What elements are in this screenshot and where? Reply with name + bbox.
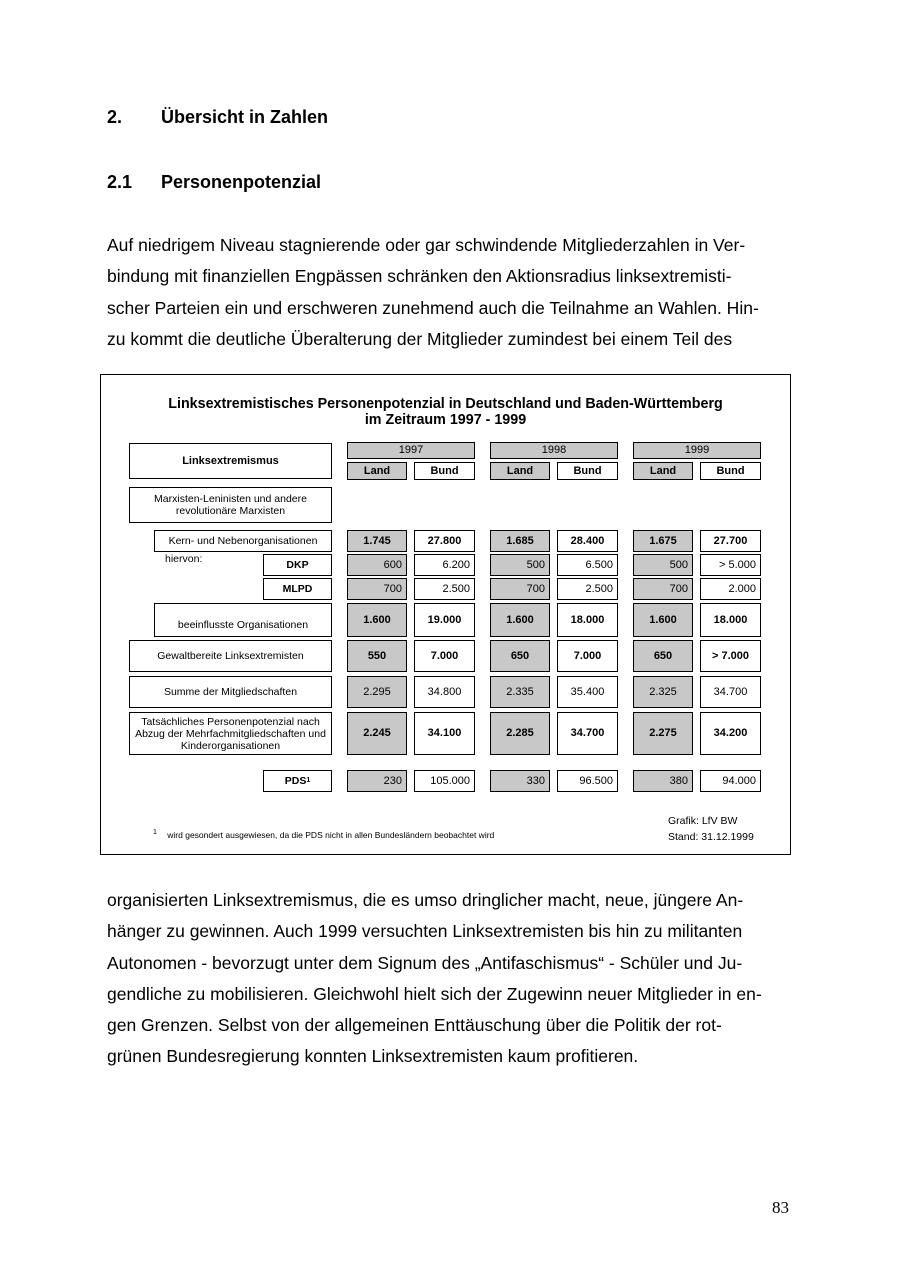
data-cell: 7.000 xyxy=(557,640,618,672)
paragraph-line: Auf niedrigem Niveau stagnierende oder gar schwindende Mitgliederzahlen in Ver- xyxy=(107,235,746,255)
subsection-title: Personenpotenzial xyxy=(161,172,322,192)
row-label-pds: PDS 1 xyxy=(263,770,332,792)
col-header-bund: Bund xyxy=(557,462,618,480)
data-cell: 650 xyxy=(490,640,550,672)
row-label-kern: Kern- und Nebenorganisationen xyxy=(154,530,332,552)
data-cell: 500 xyxy=(490,554,550,576)
row-label-beeinflusste: beeinflusste Organisationen xyxy=(154,603,332,637)
data-cell: > 5.000 xyxy=(700,554,761,576)
data-cell: 1.600 xyxy=(633,603,693,637)
data-cell: 1.600 xyxy=(490,603,550,637)
data-cell: 34.200 xyxy=(700,712,761,755)
figure-title-line-2: im Zeitraum 1997 - 1999 xyxy=(364,412,527,428)
hiervon-label: hiervon: xyxy=(165,553,203,565)
data-cell: 700 xyxy=(347,578,407,600)
paragraph-1 xyxy=(107,230,797,355)
data-cell: 700 xyxy=(490,578,550,600)
data-cell: 2.275 xyxy=(633,712,693,755)
data-cell: 19.000 xyxy=(414,603,475,637)
year-header-1997: 1997 xyxy=(347,442,475,459)
data-cell: 1.685 xyxy=(490,530,550,552)
data-cell: 34.100 xyxy=(414,712,475,755)
data-cell: 96.500 xyxy=(557,770,618,792)
data-cell: 550 xyxy=(347,640,407,672)
paragraph-line: scher Parteien ein und erschweren zunehmend auch die Teilnahme an Wahlen. Hin- xyxy=(107,297,759,318)
data-cell: 2.500 xyxy=(557,578,618,600)
data-cell: 18.000 xyxy=(700,603,761,637)
footnote-mark: 1 xyxy=(153,829,157,837)
data-cell: 6.500 xyxy=(557,554,618,576)
paragraph-line: gen Grenzen. Selbst von der allgemeinen Enttäuschung über die Politik der rot- xyxy=(107,1015,722,1036)
row-label-summe: Summe der Mitgliedschaften xyxy=(129,676,332,708)
data-cell: 34.700 xyxy=(700,676,761,708)
data-cell: 105.000 xyxy=(414,770,475,792)
paragraph-line: grünen Bundesregierung konnten Linksextremisten kaum profitieren. xyxy=(107,1046,639,1067)
statistics-figure xyxy=(100,374,791,855)
page-number: 83 xyxy=(772,1198,789,1217)
paragraph-2 xyxy=(107,885,797,1073)
col-header-land: Land xyxy=(347,462,407,480)
data-cell: 1.600 xyxy=(347,603,407,637)
data-cell: 330 xyxy=(490,770,550,792)
pds-label-text: PDS xyxy=(284,774,307,787)
paragraph-line: organisierten Linksextremismus, die es umso dringlicher macht, neue, jüngere An- xyxy=(107,890,744,910)
data-cell: 1.745 xyxy=(347,530,407,552)
data-cell: 2.000 xyxy=(700,578,761,600)
data-cell: 2.245 xyxy=(347,712,407,755)
data-cell: 35.400 xyxy=(557,676,618,708)
data-cell: 18.000 xyxy=(557,603,618,637)
col-header-land: Land xyxy=(633,462,693,480)
data-cell: 2.500 xyxy=(414,578,475,600)
col-header-bund: Bund xyxy=(700,462,761,480)
credit-line-2: Stand: 31.12.1999 xyxy=(668,831,754,843)
footnote xyxy=(153,830,494,840)
subsection-number: 2.1 xyxy=(107,172,133,192)
row-label-mlpd: MLPD xyxy=(263,578,332,600)
credit-line-1: Grafik: LfV BW xyxy=(668,815,738,827)
paragraph-line: hänger zu gewinnen. Auch 1999 versuchten Linksextremisten bis hin zu militanten xyxy=(107,921,743,942)
data-cell: 28.400 xyxy=(557,530,618,552)
col-header-land: Land xyxy=(490,462,550,480)
section-number: 2. xyxy=(107,107,123,127)
data-cell: 650 xyxy=(633,640,693,672)
data-cell: 2.335 xyxy=(490,676,550,708)
year-header-1998: 1998 xyxy=(490,442,618,459)
header-label-box: Linksextremismus xyxy=(129,443,332,479)
data-cell: 380 xyxy=(633,770,693,792)
row-label-dkp: DKP xyxy=(263,554,332,576)
paragraph-line: zu kommt die deutliche Überalterung der Mitglieder zumindest bei einem Teil des xyxy=(107,328,733,349)
data-cell: 2.285 xyxy=(490,712,550,755)
figure-title-line-1: Linksextremistisches Personenpotenzial in Deutschland und Baden-Württemberg xyxy=(168,396,723,412)
data-cell: 6.200 xyxy=(414,554,475,576)
data-cell: 700 xyxy=(633,578,693,600)
row-label-tatsaechlich: Tatsächliches Personenpotenzial nach Abzug der Mehrfachmitgliedschaften und Kinderorganisationen xyxy=(129,712,332,755)
year-header-1999: 1999 xyxy=(633,442,761,459)
footnote-text: wird gesondert ausgewiesen, da die PDS nicht in allen Bundesländern beobachtet wird xyxy=(167,830,495,840)
row-label-gewaltbereite: Gewaltbereite Linksextremisten xyxy=(129,640,332,672)
group-label-box: Marxisten-Leninisten und andere revolutionäre Marxisten xyxy=(129,487,332,523)
data-cell: 27.800 xyxy=(414,530,475,552)
data-cell: 600 xyxy=(347,554,407,576)
paragraph-line: bindung mit finanziellen Engpässen schränken den Aktionsradius linksextremisti- xyxy=(107,266,732,287)
data-cell: 7.000 xyxy=(414,640,475,672)
data-cell: 230 xyxy=(347,770,407,792)
data-cell: 27.700 xyxy=(700,530,761,552)
paragraph-line: gendliche zu mobilisieren. Gleichwohl hielt sich der Zugewinn neuer Mitglieder in en- xyxy=(107,983,762,1004)
data-cell: 34.700 xyxy=(557,712,618,755)
data-cell: 34.800 xyxy=(414,676,475,708)
section-title: Übersicht in Zahlen xyxy=(161,107,329,127)
data-cell: 2.295 xyxy=(347,676,407,708)
data-cell: 94.000 xyxy=(700,770,761,792)
data-cell: 2.325 xyxy=(633,676,693,708)
paragraph-line: Autonomen - bevorzugt unter dem Signum des „Antifaschismus“ - Schüler und Ju- xyxy=(107,952,743,973)
data-cell: > 7.000 xyxy=(700,640,761,672)
data-cell: 1.675 xyxy=(633,530,693,552)
data-cell: 500 xyxy=(633,554,693,576)
col-header-bund: Bund xyxy=(414,462,475,480)
